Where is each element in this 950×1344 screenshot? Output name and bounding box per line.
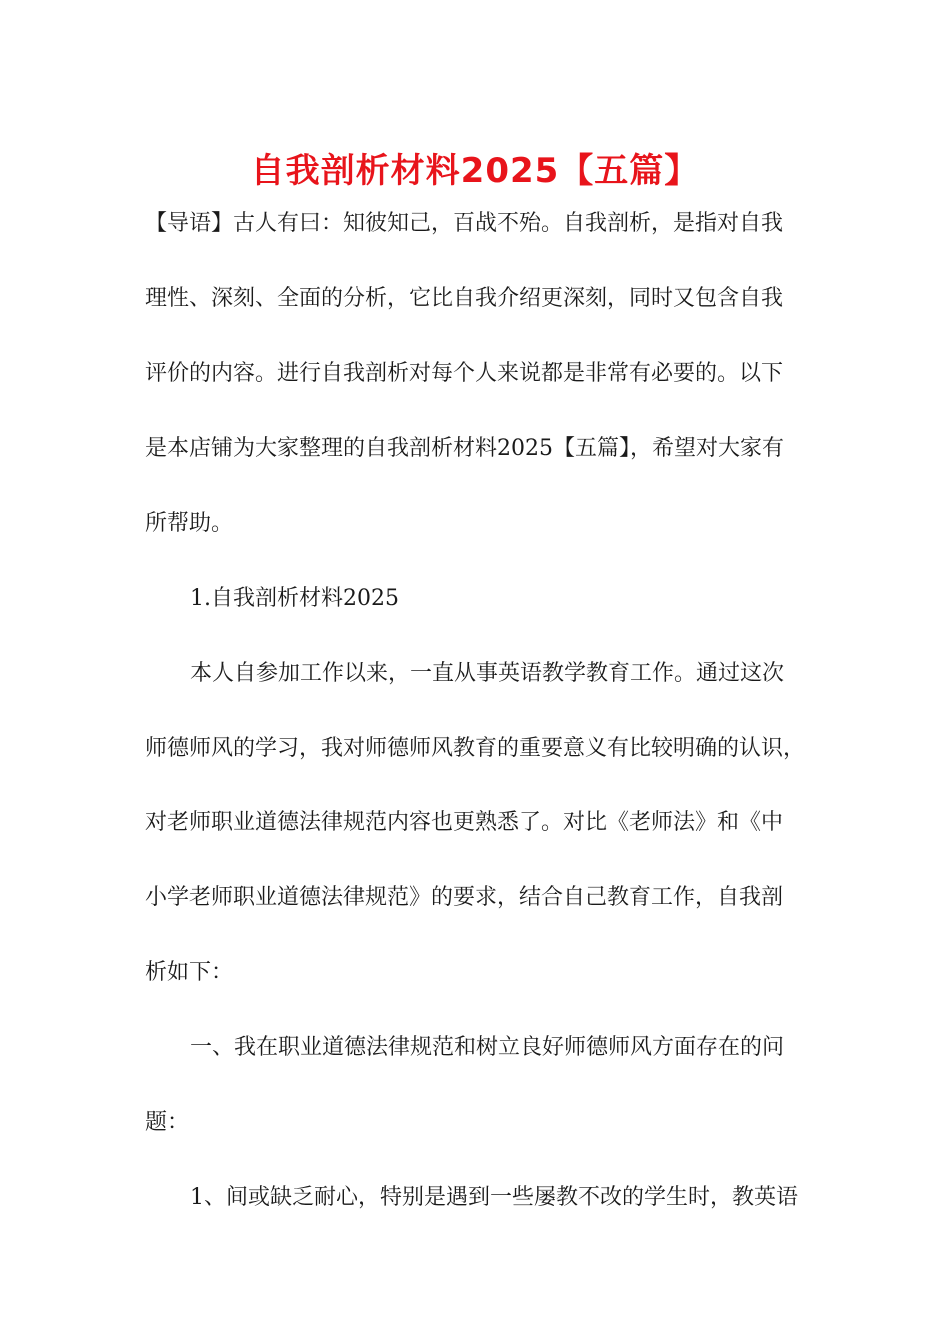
problems-heading-line-2: 题： [145,1110,190,1135]
intro-line-1: 【导语】古人有曰：知彼知己，百战不殆。自我剖析，是指对自我 [145,211,784,236]
problems-heading-line-1: 一、我在职业道德法律规范和树立良好师德师风方面存在的问 [190,1035,785,1060]
section-1-line-2: 师德师风的学习，我对师德师风教育的重要意义有比较明确的认识， [145,736,806,761]
section-1-line-3: 对老师职业道德法律规范内容也更熟悉了。对比《老师法》和《中 [145,810,784,835]
section-1-line-1: 本人自参加工作以来，一直从事英语教学教育工作。通过这次 [190,661,785,686]
intro-line-4: 是本店铺为大家整理的自我剖析材料2025【五篇】，希望对大家有 [145,436,784,461]
section-1-heading: 1.自我剖析材料2025 [190,586,399,611]
section-1-line-5: 析如下： [145,960,234,985]
section-1-line-4: 小学老师职业道德法律规范》的要求，结合自己教育工作，自我剖 [145,885,784,910]
document-title: 自我剖析材料2025【五篇】 [250,151,700,191]
problem-item-1: 1、间或缺乏耐心，特别是遇到一些屡教不改的学生时，教英语 [190,1185,798,1210]
intro-line-5: 所帮助。 [145,511,234,536]
intro-line-2: 理性、深刻、全面的分析，它比自我介绍更深刻，同时又包含自我 [145,286,784,311]
intro-line-3: 评价的内容。进行自我剖析对每个人来说都是非常有必要的。以下 [145,361,784,386]
